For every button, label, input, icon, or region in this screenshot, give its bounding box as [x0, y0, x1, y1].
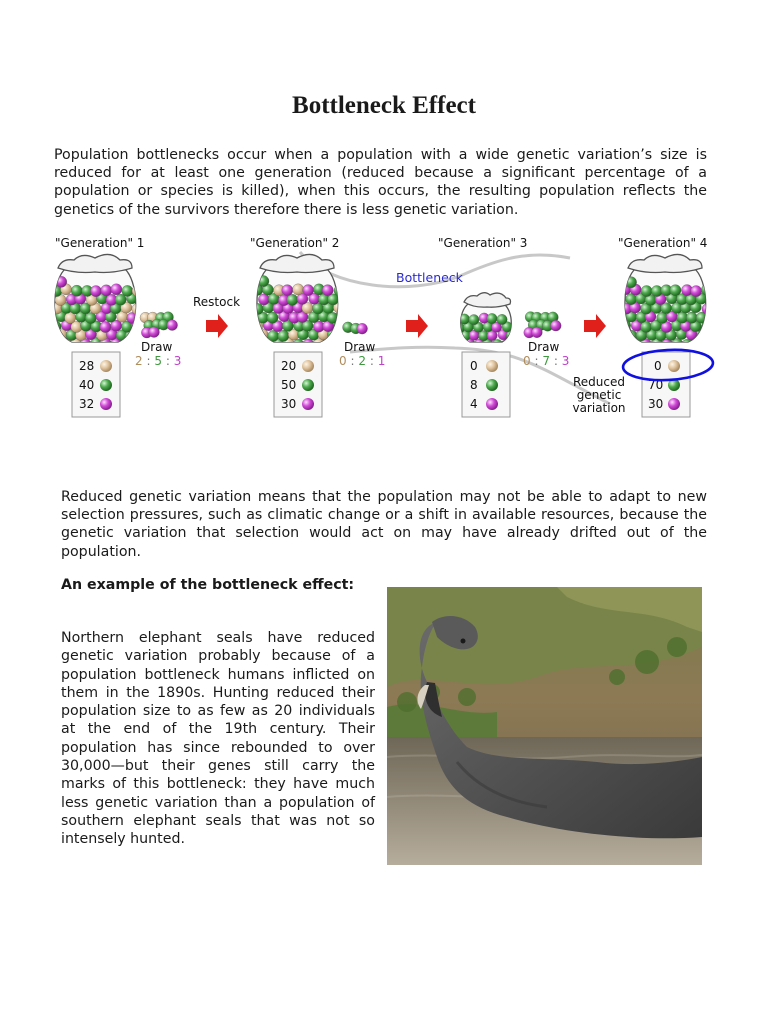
- svg-text:genetic: genetic: [576, 388, 622, 402]
- jar-ball: [626, 330, 637, 341]
- draw-2-label: Draw: [344, 340, 376, 354]
- draw-2-ratio: 0 : 2 : 1: [339, 354, 386, 368]
- example-body: Northern elephant seals have reduced genetic variation probably because of a population bottleneck humans inflicted on them in the 1890s. Hunting reduced their population size to as few as 20 individuals at the end of the 19th century. Their population has since rebounded to over 30,000—but their genes still carry the marks of this bottleneck: they have much less genetic variation than a population of southern elephant seals that was not so intensely hunted.: [61, 630, 375, 848]
- count-green: 40: [79, 378, 95, 392]
- jar-ball: [670, 285, 681, 296]
- count-tan: 0: [654, 359, 662, 373]
- count-box-generation-2: [274, 352, 322, 417]
- reduced-variation-paragraph: Reduced genetic variation means that the population may not be able to adapt to new selection pressures, such as climatic change or a shift in available resources, because the genetic variation that selection would act on may have already drifted out of the population.: [61, 489, 707, 560]
- jar-ball: [641, 285, 652, 296]
- arrow-icon: [406, 314, 428, 338]
- jar-ball: [101, 285, 112, 296]
- page-title: Bottleneck Effect: [292, 92, 476, 119]
- jar-ball: [487, 313, 497, 323]
- jar-ball: [686, 312, 697, 323]
- jar-ball: [701, 337, 712, 348]
- jar-generation-4: [619, 254, 713, 350]
- jar-ball: [111, 284, 122, 295]
- jar-ball: [258, 294, 269, 305]
- jar-generation-1: [50, 254, 143, 350]
- example-heading: An example of the bottleneck effect:: [61, 577, 355, 593]
- jar-ball: [100, 321, 111, 332]
- jar-ball: [497, 314, 507, 324]
- reduced-variation-label: [572, 375, 625, 415]
- jar-ball: [641, 321, 652, 332]
- jar-ball: [702, 303, 713, 314]
- jar-ball: [334, 285, 345, 296]
- count-pink: 30: [281, 397, 297, 411]
- svg-text:variation: variation: [572, 401, 626, 415]
- jar-ball: [303, 339, 314, 350]
- jar-ball: [122, 285, 133, 296]
- elephant-seal-photo: [387, 587, 702, 865]
- count-pink: 4: [470, 397, 478, 411]
- count-pink: 32: [79, 397, 95, 411]
- jar-ball: [252, 303, 263, 314]
- jar-ball: [132, 285, 143, 296]
- jar-ball: [127, 312, 138, 323]
- count-box-generation-4: [642, 352, 690, 417]
- jar-ball: [293, 284, 304, 295]
- jar-ball: [282, 285, 293, 296]
- jar-ball: [691, 339, 702, 350]
- count-pink: 30: [648, 397, 664, 411]
- jar-ball: [61, 339, 72, 350]
- jar-ball: [303, 285, 314, 296]
- count-tan: 28: [79, 359, 95, 373]
- count-box-generation-1: [72, 352, 120, 417]
- drawn-ball: [167, 320, 178, 331]
- drawn-ball: [357, 323, 368, 334]
- jar-ball: [701, 284, 712, 295]
- count-box-generation-3: [462, 352, 510, 417]
- drawn-ball: [550, 320, 561, 331]
- jar-ball: [333, 339, 344, 350]
- jar-ball: [71, 285, 82, 296]
- draw-3-ratio: 0 : 7 : 3: [523, 354, 570, 368]
- arrow-icon: [206, 314, 228, 338]
- jar-ball: [85, 312, 96, 323]
- generation-1-label: "Generation" 1: [55, 236, 145, 250]
- generation-3-label: "Generation" 3: [438, 236, 528, 250]
- jar-ball: [253, 338, 264, 349]
- restock-label: Restock: [193, 295, 241, 309]
- jar-ball: [691, 286, 702, 297]
- drawn-ball: [531, 327, 542, 338]
- generation-4-label: "Generation" 4: [618, 236, 708, 250]
- draw-1-ratio: 2 : 5 : 3: [135, 354, 182, 368]
- generation-2-label: "Generation" 2: [250, 236, 340, 250]
- draw-1-label: Draw: [141, 340, 173, 354]
- jar-ball: [502, 339, 512, 349]
- generation-labels: [55, 236, 707, 250]
- jar-generation-2: [252, 254, 346, 350]
- jar-ball: [90, 286, 101, 297]
- count-green: 8: [470, 378, 478, 392]
- jar-ball: [697, 330, 708, 341]
- count-green: 70: [648, 378, 664, 392]
- jar-ball: [322, 285, 333, 296]
- jar-ball: [469, 314, 479, 324]
- count-tan: 0: [470, 359, 478, 373]
- svg-text:Reduced: Reduced: [572, 375, 626, 389]
- count-tan: 20: [281, 359, 297, 373]
- jar-ball: [287, 294, 298, 305]
- jar-generation-3: [454, 293, 516, 350]
- intro-paragraph: Population bottlenecks occur when a population with a wide genetic variation’s size is reduced for at least one generation (reduced because a significant percentage of a population or species is killed), when this occurs, the resulting population reflects the genetics of the survivors therefore there is less genetic variation.: [54, 147, 707, 218]
- jar-ball: [267, 312, 278, 323]
- jar-ball: [621, 338, 632, 349]
- jar-ball: [50, 338, 61, 349]
- jar-ball: [293, 339, 304, 350]
- bottleneck-label: Bottleneck: [396, 270, 463, 285]
- jar-ball: [492, 339, 502, 349]
- arrow-icon: [584, 314, 606, 338]
- bottleneck-diagram: [0, 228, 768, 428]
- draw-3-label: Draw: [528, 340, 560, 354]
- drawn-ball: [149, 327, 160, 338]
- jar-ball: [278, 330, 289, 341]
- jar-ball: [132, 303, 143, 314]
- jar-ball: [50, 321, 61, 332]
- jar-ball: [454, 323, 464, 333]
- jar-ball: [657, 312, 668, 323]
- count-green: 50: [281, 378, 297, 392]
